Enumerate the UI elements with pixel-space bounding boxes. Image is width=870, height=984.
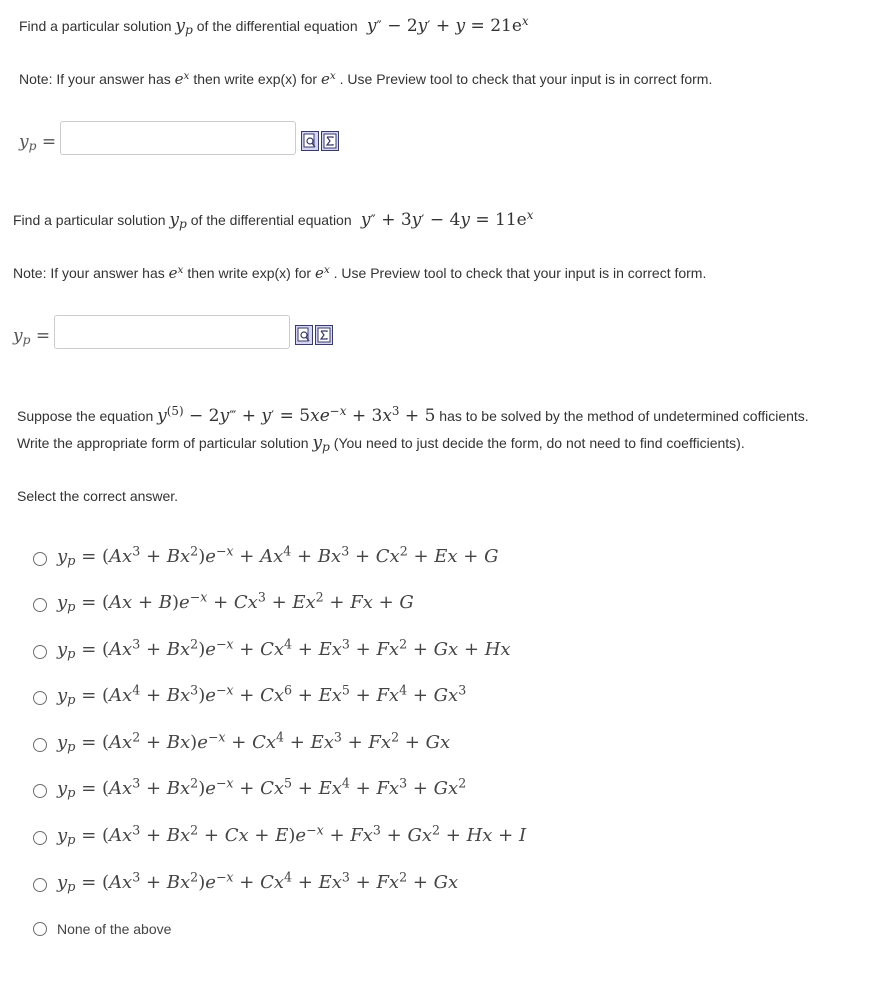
q2-prompt: Find a particular solution — [13, 212, 166, 228]
q3-option-none-label[interactable]: None of the above — [57, 921, 172, 937]
q3-option-4-label[interactable]: $y_p = (Ax^4 + Bx^3)e^{-x} + Cx^6 + Ex^5 + Fx^4 + Gx^3$ — [57, 682, 467, 709]
q3-yp-symbol: $y_p$ — [312, 433, 330, 455]
q2-answer-label: $y_p$ = — [13, 326, 51, 348]
q1-note: Note: If your answer has $e^x$ then write exp(x) for $e^x$ . Use Preview tool to check that your input is in correct form. — [19, 69, 713, 88]
q2-yp-symbol: $y_p$ — [169, 210, 187, 232]
q1-yp-symbol: $y_p$ — [175, 16, 193, 38]
q1-prompt: Find a particular solution — [19, 18, 172, 34]
q3-option-2-radio[interactable] — [33, 598, 47, 612]
q3-select-prompt: Select the correct answer. — [17, 488, 179, 504]
q3-option-6-radio[interactable] — [33, 784, 47, 798]
q3-option-7-label[interactable]: $y_p = (Ax^3 + Bx^2 + Cx + E)e^{-x} + Fx^3 + Gx^2 + Hx + I$ — [57, 822, 527, 849]
q2-preview-icon[interactable] — [295, 325, 313, 345]
q3-line1 — [17, 406, 809, 426]
q3-line1-tail: has to be solved by the method of undetermined cofficients. — [439, 408, 809, 424]
q3-option-6-label[interactable]: $y_p = (Ax^3 + Bx^2)e^{-x} + Cx^5 + Ex^4 + Fx^3 + Gx^2$ — [57, 775, 467, 802]
q1-prompt-mid: of the differential equation — [196, 18, 358, 34]
q1-answer-label: $y_p$ = — [19, 132, 57, 154]
q2-answer-input[interactable] — [54, 315, 290, 349]
q3-option-5-radio[interactable] — [33, 738, 47, 752]
q1-equation-editor-icon[interactable] — [321, 131, 339, 151]
q3-option-3-label[interactable]: $y_p = (Ax^3 + Bx^2)e^{-x} + Cx^4 + Ex^3 + Fx^2 + Gx + Hx$ — [57, 636, 511, 663]
q3-option-2-label[interactable]: $y_p = (Ax + B)e^{-x} + Cx^3 + Ex^2 + Fx + G$ — [57, 589, 414, 616]
q3-option-3-radio[interactable] — [33, 645, 47, 659]
q3-option-1-label[interactable]: $y_p = (Ax^3 + Bx^2)e^{-x} + Ax^4 + Bx^3 + Cx^2 + Ex + G$ — [57, 543, 499, 570]
q2-prompt-mid: of the differential equation — [190, 212, 352, 228]
q3-option-1-radio[interactable] — [33, 552, 47, 566]
q3-line2: Write the appropriate form of particular solution $y_p$ (You need to just decide the form, do not need to find coefficients). — [17, 433, 745, 455]
q1-preview-icon[interactable] — [301, 131, 319, 151]
q3-option-4-radio[interactable] — [33, 691, 47, 705]
q3-option-8-radio[interactable] — [33, 878, 47, 892]
q3-equation: $y^{(5)}$ − 2y‴ + $y' = 5xe^{-x} + 3x^3 + 5$ — [157, 404, 436, 426]
q1-answer-input[interactable] — [60, 121, 296, 155]
q3-option-none-radio[interactable] — [33, 922, 47, 936]
q3-option-5-label[interactable]: $y_p = (Ax^2 + Bx)e^{-x} + Cx^4 + Ex^3 + Fx^2 + Gx$ — [57, 729, 451, 756]
q2-equation-editor-icon[interactable] — [315, 325, 333, 345]
q3-option-7-radio[interactable] — [33, 831, 47, 845]
q3-line1-prefix: Suppose the equation — [17, 408, 154, 424]
q2-note: Note: If your answer has $e^x$ then write exp(x) for $e^x$ . Use Preview tool to check that your input is in correct form. — [13, 263, 707, 282]
q2-equation: $y'' + 3y' - 4y = 11e^x$ — [355, 208, 534, 230]
q3-option-8-label[interactable]: $y_p = (Ax^3 + Bx^2)e^{-x} + Cx^4 + Ex^3 + Fx^2 + Gx$ — [57, 869, 459, 896]
q1-prompt-line — [19, 16, 529, 36]
q1-equation: $y'' - 2y' + y = 21e^x$ — [361, 14, 529, 36]
q2-prompt-line — [13, 210, 533, 230]
